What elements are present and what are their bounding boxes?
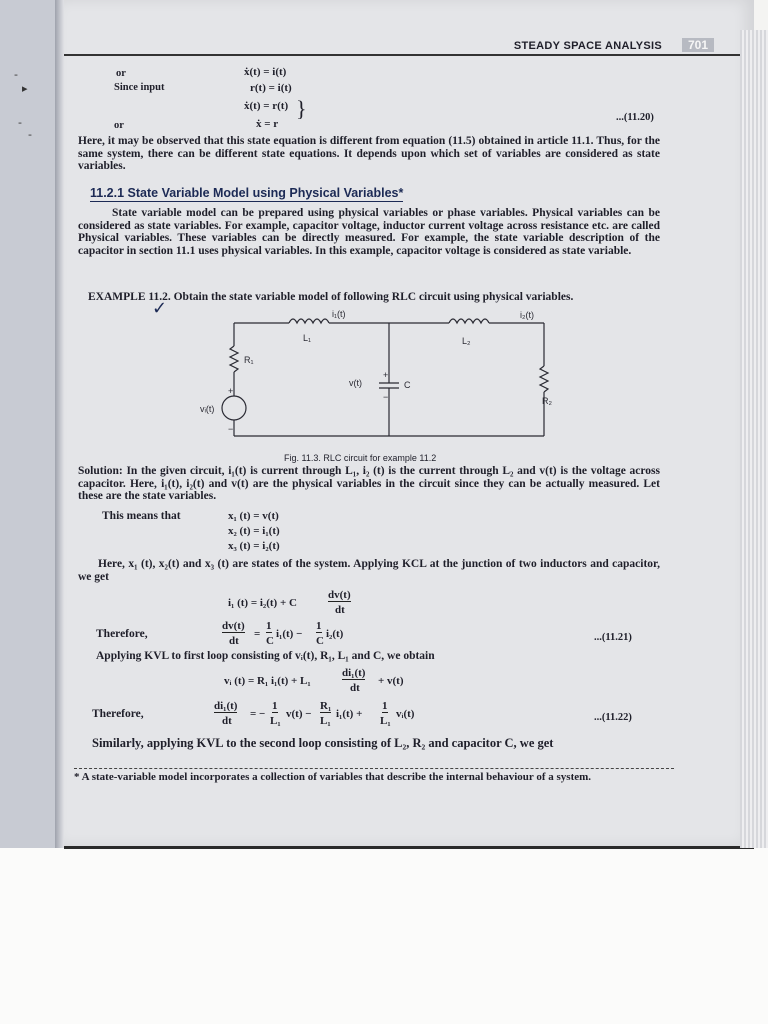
fraction-denominator: L₁ <box>380 715 391 727</box>
source-voltage-label: vᵢ(t) <box>200 404 215 414</box>
equation-term: i₁(t) + <box>336 708 363 720</box>
or-label: or <box>114 120 124 131</box>
inductor-label-l1: L₁ <box>303 333 312 343</box>
equation-term: + v(t) <box>378 675 404 687</box>
running-head: STEADY SPACE ANALYSIS <box>513 40 662 52</box>
polarity-minus: − <box>383 392 389 402</box>
example-statement: EXAMPLE 11.2. Obtain the state variable model of following RLC circuit using physical variables. <box>88 291 574 303</box>
fraction-numerator: di₁(t) <box>342 667 366 679</box>
paragraph: State variable model can be prepared using physical variables or phase variables. Physical variables can be considered as state variables. For example, capacitor voltage, inductor current voltage across resistance etc. are called Physical variables. These variables can be directly measured. For example, the state variable description of the capacitor in section 11.1 uses physical variables. In this example, capacitor voltage is considered as state variable. <box>78 207 660 257</box>
equation: ẋ = r <box>256 118 279 130</box>
fraction-denominator: dt <box>350 682 360 694</box>
equation-term: i₂(t) <box>326 628 344 640</box>
inductor-label-l2: L₂ <box>462 336 471 346</box>
kvl-equation-lhs: vᵢ (t) = R₁ i₁(t) + L₁ <box>224 675 311 687</box>
solution-label: Solution: <box>78 465 123 477</box>
equals-sign: = − <box>250 708 266 720</box>
state-equation: x₂ (t) = i₁(t) <box>228 525 280 537</box>
paragraph: Here, it may be observed that this state equation is different from equation (11.5) obtained in article 11.1. Thus, for the same system, there can be different state equations. It depends upon which set of variables are considered as state variables. <box>78 135 660 172</box>
figure-caption: Fig. 11.3. RLC circuit for example 11.2 <box>284 453 437 463</box>
footnote: * A state-variable model incorporates a collection of variables that describe the internal behaviour of a system. <box>74 771 592 783</box>
therefore-label: Therefore, <box>96 628 148 640</box>
margin-mark: - <box>18 116 22 129</box>
or-label: or <box>116 68 126 79</box>
equation: r(t) = i(t) <box>250 82 292 94</box>
current-label-i1: i₁(t) <box>332 309 346 319</box>
resistor-label-r1: R₁ <box>244 355 254 365</box>
fraction-numerator: dv(t) <box>222 620 245 632</box>
state-equation: x₁ (t) = v(t) <box>228 510 279 522</box>
inductor-l1 <box>289 319 329 323</box>
equation-term: vᵢ(t) <box>396 708 415 720</box>
equation-reference: ...(11.22) <box>594 712 632 723</box>
margin-mark: ▸ <box>22 82 28 95</box>
fraction-denominator: L₁ <box>320 715 331 727</box>
solution-text: In the given circuit, i₁(t) is current through L₁, i₂ (t) is the current through L₂ and v(t) is the voltage across capacitor. Here, i₁(t), i₂(t) and v(t) are the physical variables in the circuit since they can be actually measured. Let these are the state variables. <box>78 465 660 502</box>
section-heading: 11.2.1 State Variable Model using Physical Variables* <box>90 186 404 200</box>
equation-reference: ...(11.20) <box>616 112 654 123</box>
brace-symbol: } <box>296 96 307 121</box>
voltage-source <box>222 396 246 420</box>
equals-sign: = <box>254 628 261 640</box>
source-polarity-plus: + <box>228 386 234 396</box>
resistor-r1 <box>230 346 238 372</box>
equation-term: v(t) − <box>286 708 312 720</box>
source-polarity-minus: − <box>228 424 234 434</box>
solution-paragraph <box>78 465 660 503</box>
rlc-circuit-diagram <box>200 308 554 453</box>
state-equation: x₃ (t) = i₂(t) <box>228 540 280 552</box>
equation: ẋ(t) = i(t) <box>244 66 287 78</box>
margin-mark: - <box>14 68 18 81</box>
paragraph: Applying KVL to first loop consisting of vᵢ(t), R₁, L₁ and C, we obtain <box>96 650 435 662</box>
book-page <box>64 0 754 849</box>
page-header <box>64 36 754 56</box>
capacitor-label: C <box>404 380 411 390</box>
check-mark-icon: ✓ <box>152 298 168 319</box>
resistor-label-r2: R₂ <box>542 396 552 406</box>
scanner-background-bottom <box>0 848 768 1024</box>
fraction-numerator: R₁ <box>320 700 332 712</box>
current-label-i2: i₂(t) <box>520 310 534 320</box>
page-number: 701 <box>682 38 714 52</box>
fraction-numerator: 1 <box>266 620 272 632</box>
fraction-numerator: 1 <box>316 620 322 632</box>
fraction-denominator: L₁ <box>270 715 281 727</box>
fraction-denominator: dt <box>335 604 345 616</box>
paragraph: Here, x₁ (t), x₂(t) and x₃ (t) are states of the system. Applying KCL at the junction of two inductors and capacitor, we get <box>78 558 660 583</box>
footnote-divider <box>74 768 674 769</box>
since-input-label: Since input <box>114 82 165 93</box>
means-label: This means that <box>102 510 181 522</box>
paragraph: Similarly, applying KVL to the second loop consisting of L₂, R₂ and capacitor C, we get <box>92 736 554 750</box>
resistor-r2 <box>540 366 548 392</box>
equation-term: i₁(t) − <box>276 628 303 640</box>
equation: ẋ(t) = r(t) <box>244 100 289 112</box>
margin-mark: - <box>28 128 32 141</box>
fraction-denominator: C <box>316 635 324 647</box>
therefore-label: Therefore, <box>92 708 144 720</box>
equation-reference: ...(11.21) <box>594 632 632 643</box>
stacked-page-edges <box>740 30 768 848</box>
fraction-numerator: 1 <box>382 700 388 712</box>
polarity-plus: + <box>383 370 389 380</box>
kcl-equation-lhs: i₁ (t) = i₂(t) + C <box>228 597 297 609</box>
fraction-denominator: dt <box>229 635 239 647</box>
capacitor-voltage-label: v(t) <box>349 378 362 388</box>
fraction-numerator: di₁(t) <box>214 700 238 712</box>
fraction-numerator: 1 <box>272 700 278 712</box>
inductor-l2 <box>449 319 489 323</box>
fraction-denominator: C <box>266 635 274 647</box>
fraction-denominator: dt <box>222 715 232 727</box>
fraction-numerator: dv(t) <box>328 589 351 601</box>
